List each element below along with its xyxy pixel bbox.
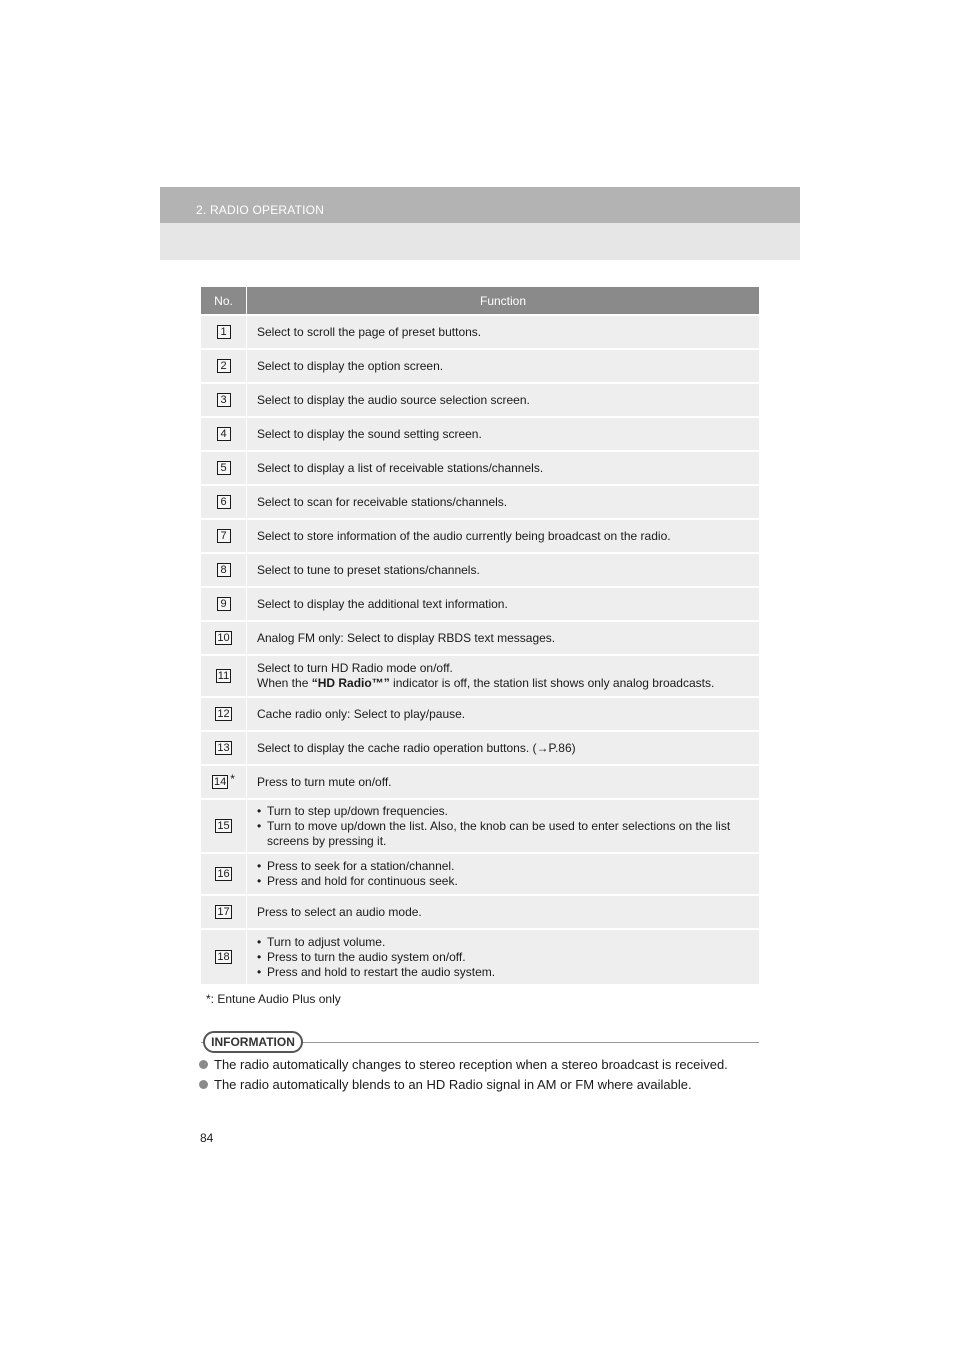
row-number-cell [201,766,247,798]
section-header-bar [160,187,800,223]
function-cell [247,622,759,654]
table-row [201,586,759,620]
function-cell [247,732,759,764]
callout-number-icon: 4 [217,427,231,441]
row-number-cell [201,418,247,450]
function-cell [247,554,759,586]
function-text: Select to scan for receivable stations/channels. [257,494,508,509]
function-table [201,287,759,984]
table-body [201,314,759,984]
row-number-cell [201,622,247,654]
bullet-icon [199,1060,208,1069]
function-text: Select to display the audio source selection screen. [257,392,530,407]
row-number-cell [201,698,247,730]
table-row [201,552,759,586]
function-text: Select to scroll the page of preset buttons. [257,324,482,339]
function-text: Select to display the additional text information. [257,596,508,611]
callout-number-icon: 2 [217,359,231,373]
table-row [201,620,759,654]
function-cell [247,854,759,894]
callout-number-icon: 15 [217,819,230,832]
function-text: Press to select an audio mode. [257,904,422,919]
asterisk-mark: * [230,772,235,786]
row-number-cell [201,486,247,518]
function-text: Select to turn HD Radio mode on/off. [257,661,453,675]
table-header [201,287,759,314]
function-text: Select to tune to preset stations/channels. [257,562,480,577]
callout-number-icon: 9 [217,597,231,611]
function-cell [247,384,759,416]
function-text: Cache radio only: Select to play/pause. [257,706,466,721]
bullet-text: • Turn to move up/down the list. Also, the knob can be used to enter selections on the list screens by pressing it. [257,819,749,849]
row-number-cell [201,930,247,984]
row-number-cell [201,384,247,416]
row-number-cell [201,350,247,382]
row-number-cell [201,452,247,484]
table-row [201,450,759,484]
table-row [201,894,759,928]
callout-number-icon: 5 [217,461,231,475]
function-cell [247,486,759,518]
callout-number-icon: 8 [217,563,231,577]
function-cell [247,452,759,484]
table-row [201,654,759,696]
information-text: The radio automatically changes to stereo reception when a stereo broadcast is received. [214,1057,728,1072]
function-text: When the “HD Radio™” indicator is off, the station list shows only analog broadcasts. [257,676,715,690]
table-row [201,314,759,348]
callout-number-icon: 6 [217,495,231,509]
callout-number-icon: 18 [217,950,230,963]
table-row [201,928,759,984]
row-number-cell [201,656,247,696]
table-row [201,348,759,382]
section-title: 2. RADIO OPERATION [196,203,325,217]
function-text: Select to display the cache radio operation buttons. (→P.86) [257,740,576,755]
column-header-function: Function [479,293,527,308]
table-row [201,764,759,798]
row-number-cell [201,732,247,764]
table-row [201,416,759,450]
column-header-no: No. [201,287,247,314]
function-text: Select to display a list of receivable stations/channels. [257,460,544,475]
function-cell [247,800,759,852]
table-row [201,696,759,730]
callout-number-icon: 10 [217,631,230,644]
callout-number-icon: 13 [217,741,230,754]
callout-number-icon: 7 [217,529,231,543]
section-header-band [160,187,800,260]
information-text: The radio automatically blends to an HD Radio signal in AM or FM where available. [214,1077,692,1092]
bullet-icon [199,1080,208,1089]
row-number-cell [201,854,247,894]
function-cell [247,766,759,798]
bullet-text: • Turn to adjust volume. [257,935,749,950]
table-row [201,730,759,764]
function-cell [247,316,759,348]
function-cell [247,350,759,382]
row-number-cell [201,800,247,852]
callout-number-icon: 14 [214,775,227,788]
function-text: Select to store information of the audio currently being broadcast on the radio. [257,528,671,543]
callout-number-icon: 12 [217,707,230,720]
table-row [201,518,759,552]
row-number-cell [201,588,247,620]
row-number-cell [201,316,247,348]
function-cell [247,930,759,984]
function-cell [247,896,759,928]
function-text: Select to display the option screen. [257,358,444,373]
callout-number-icon: 17 [217,905,230,918]
function-cell [247,520,759,552]
row-number-cell [201,896,247,928]
table-row [201,798,759,852]
page-number: 84 [200,1131,214,1145]
callout-number-icon: 11 [217,669,230,682]
information-item [199,1077,692,1092]
bullet-text: • Turn to step up/down frequencies. [257,804,749,819]
function-cell [247,698,759,730]
table-row [201,484,759,518]
callout-number-icon: 3 [217,393,231,407]
function-text: Select to display the sound setting screen. [257,426,482,441]
function-cell [247,656,759,696]
table-row [201,382,759,416]
row-number-cell [201,554,247,586]
bullet-text: • Press to seek for a station/channel. [257,859,749,874]
bullet-text: • Press to turn the audio system on/off. [257,950,749,965]
bullet-text: • Press and hold to restart the audio system. [257,965,749,980]
footnote: *: Entune Audio Plus only [206,992,341,1006]
bullet-text: • Press and hold for continuous seek. [257,874,749,889]
function-text: Analog FM only: Select to display RBDS text messages. [257,630,556,645]
callout-number-icon: 1 [217,325,231,339]
callout-number-icon: 16 [217,867,230,880]
table-row [201,852,759,894]
function-cell [247,418,759,450]
function-cell [247,588,759,620]
function-text: Press to turn mute on/off. [257,774,392,789]
row-number-cell [201,520,247,552]
information-item [199,1057,728,1072]
information-badge: INFORMATION [203,1031,303,1053]
